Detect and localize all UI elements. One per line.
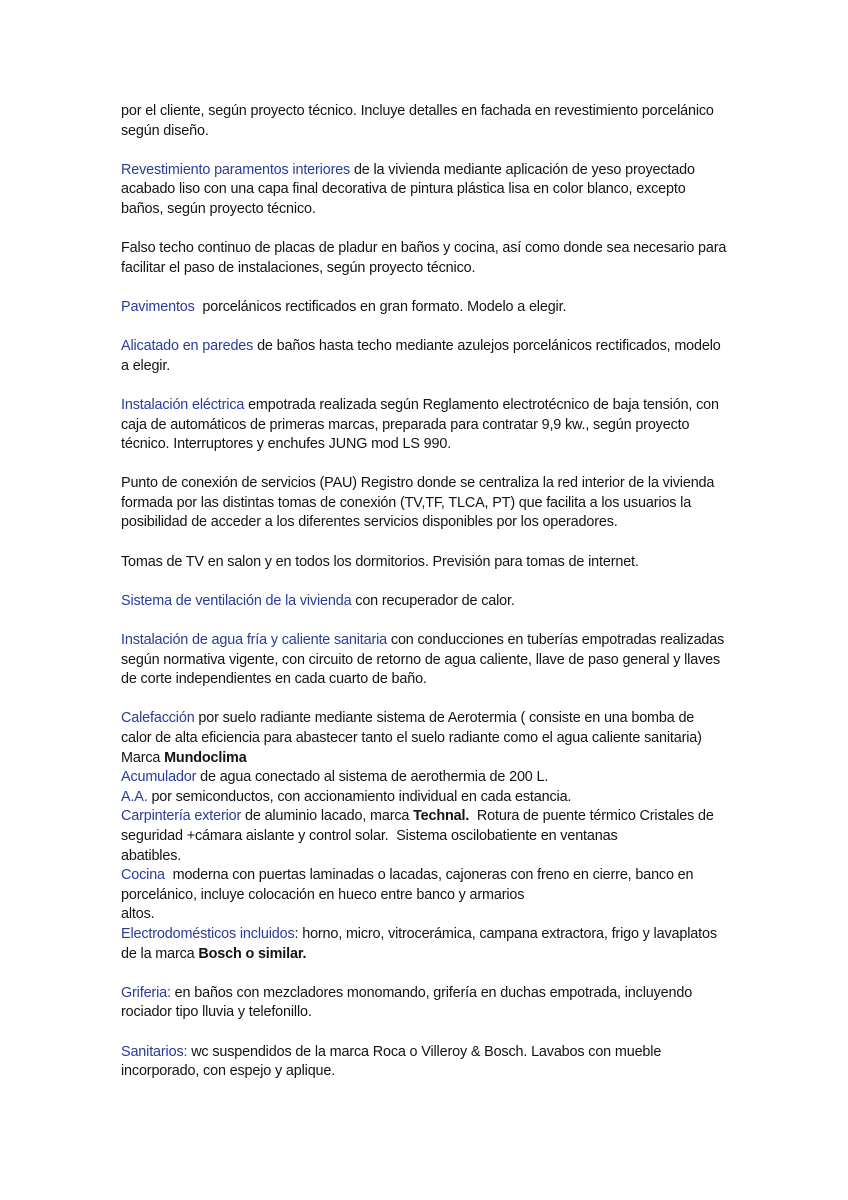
section-heading-aa: A.A. bbox=[121, 788, 148, 805]
paragraph-gap bbox=[121, 278, 788, 298]
paragraph-gap bbox=[121, 141, 788, 161]
text-line: porcelánico, incluye colocación en hueco entre banco y armarios bbox=[121, 886, 525, 903]
paragraph-gap bbox=[121, 455, 788, 475]
text-line: por suelo radiante mediante sistema de Aerotermia ( consiste en una bomba de bbox=[194, 710, 695, 727]
section-heading-ventilacion: Sistema de ventilación de la vivienda bbox=[121, 592, 352, 609]
paragraph-gap bbox=[121, 690, 788, 710]
section-heading-carpinteria: Carpintería exterior bbox=[121, 808, 242, 825]
section-heading-pavimentos: Pavimentos bbox=[121, 298, 195, 315]
text-line: de la marca bbox=[121, 945, 199, 962]
text-line: Punto de conexión de servicios (PAU) Registro donde se centraliza la red interior de la vivienda bbox=[121, 475, 715, 492]
text-line: baños, según proyecto técnico. bbox=[121, 200, 316, 217]
paragraph-gap bbox=[121, 318, 788, 338]
paragraph-gap bbox=[121, 611, 788, 631]
brand-name: Mundoclima bbox=[164, 749, 247, 766]
text-line: formada por las distintas tomas de conexión (TV,TF, TLCA, PT) que facilita a los usuarios la bbox=[121, 494, 692, 511]
section-heading-cocina: Cocina bbox=[121, 867, 165, 884]
section-heading-revestimiento: Revestimiento paramentos interiores bbox=[121, 161, 351, 178]
paragraph-pau bbox=[121, 474, 788, 533]
text-line: facilitar el paso de instalaciones, según proyecto técnico. bbox=[121, 259, 476, 276]
text-line: con conducciones en tuberías empotradas realizadas bbox=[387, 632, 725, 649]
brand-name: Technal. bbox=[413, 808, 470, 825]
text-line: según normativa vigente, con circuito de retorno de agua caliente, llave de paso general y llaves bbox=[121, 651, 721, 668]
text-line: caja de automáticos de primeras marcas, preparada para contratar 9,9 kw., según proyecto bbox=[121, 416, 690, 433]
paragraph-agua bbox=[121, 631, 788, 690]
text-line: Marca bbox=[121, 749, 165, 766]
section-heading-electrodomesticos: Electrodomésticos incluidos bbox=[121, 925, 295, 942]
text-line: porcelánicos rectificados en gran formato. Modelo a elegir. bbox=[194, 298, 567, 315]
section-heading-instalacion-electrica: Instalación eléctrica bbox=[121, 396, 245, 413]
text-line: a elegir. bbox=[121, 357, 171, 374]
text-line: seguridad +cámara aislante y control solar. Sistema oscilobatiente en ventanas bbox=[121, 827, 618, 844]
text-line: de aluminio lacado, marca bbox=[241, 808, 414, 825]
text-line: de baños hasta techo mediante azulejos porcelánicos rectificados, modelo bbox=[253, 338, 721, 355]
text-line: moderna con puertas laminadas o lacadas, cajoneras con freno en cierre, banco en bbox=[164, 867, 694, 884]
section-heading-griferia: Griferia: bbox=[121, 984, 171, 1001]
text-line: empotrada realizada según Reglamento electrotécnico de baja tensión, con bbox=[244, 396, 719, 413]
paragraph-sanitarios bbox=[121, 1043, 788, 1082]
text-line: de la vivienda mediante aplicación de yeso proyectado bbox=[350, 161, 695, 178]
text-line: Falso techo continuo de placas de pladur en baños y cocina, así como donde sea necesario para bbox=[121, 240, 727, 257]
paragraph-gap bbox=[121, 220, 788, 240]
paragraph-gap bbox=[121, 1023, 788, 1043]
text-line: de corte independientes en cada cuarto de baño. bbox=[121, 671, 427, 688]
brand-name: Bosch o similar. bbox=[198, 945, 307, 962]
paragraph-ventilacion bbox=[121, 592, 788, 612]
text-line: con recuperador de calor. bbox=[351, 592, 515, 609]
section-heading-acumulador: Acumulador bbox=[121, 769, 197, 786]
text-line: abatibles. bbox=[121, 847, 182, 864]
text-line: en baños con mezcladores monomando, grifería en duchas empotrada, incluyendo bbox=[170, 984, 693, 1001]
paragraph-gap bbox=[121, 376, 788, 396]
text-line: Rotura de puente térmico Cristales de bbox=[469, 808, 714, 825]
text-line: según diseño. bbox=[121, 122, 209, 139]
paragraph-fachada bbox=[121, 102, 788, 141]
paragraph-alicatado bbox=[121, 337, 788, 376]
text-line: de agua conectado al sistema de aerothermia de 200 L. bbox=[196, 769, 549, 786]
text-line: calor de alta eficiencia para abastecer tanto el suelo radiante como el agua caliente sanitaria) bbox=[121, 730, 702, 746]
text-line: Tomas de TV en salon y en todos los dormitorios. Previsión para tomas de internet. bbox=[121, 553, 639, 570]
paragraph-revestimiento-interiores bbox=[121, 161, 788, 220]
paragraph-tomas-tv bbox=[121, 553, 788, 573]
paragraph-gap bbox=[121, 964, 788, 984]
text-line: incorporado, con espejo y aplique. bbox=[121, 1063, 336, 1080]
paragraph-gap bbox=[121, 572, 788, 592]
text-line: posibilidad de acceder a los diferentes servicios disponibles por los operadores. bbox=[121, 514, 618, 531]
paragraph-falso-techo bbox=[121, 239, 788, 278]
section-heading-alicatado: Alicatado en paredes bbox=[121, 338, 254, 355]
paragraph-instalacion-electrica bbox=[121, 396, 788, 455]
text-line: por semiconductos, con accionamiento individual en cada estancia. bbox=[147, 788, 572, 805]
paragraph-calefaccion-block bbox=[121, 709, 788, 964]
section-heading-sanitarios: Sanitarios: bbox=[121, 1043, 188, 1060]
text-line: altos. bbox=[121, 906, 155, 923]
text-line: rociador tipo lluvia y telefonillo. bbox=[121, 1004, 312, 1021]
section-heading-agua: Instalación de agua fría y caliente sanitaria bbox=[121, 632, 388, 649]
paragraph-griferia bbox=[121, 984, 788, 1023]
paragraph-gap bbox=[121, 533, 788, 553]
text-line: acabado liso con una capa final decorativa de pintura plástica lisa en color blanco, excepto bbox=[121, 181, 686, 198]
text-line: wc suspendidos de la marca Roca o Villeroy & Bosch. Lavabos con mueble bbox=[187, 1043, 662, 1060]
section-heading-calefaccion: Calefacción bbox=[121, 710, 195, 727]
paragraph-pavimentos bbox=[121, 298, 788, 318]
text-line: por el cliente, según proyecto técnico. Incluye detalles en fachada en revestimiento porcelánico bbox=[121, 103, 714, 119]
text-line: : horno, micro, vitrocerámica, campana extractora, frigo y lavaplatos bbox=[294, 925, 717, 942]
text-line: técnico. Interruptores y enchufes JUNG mod LS 990. bbox=[121, 436, 452, 453]
